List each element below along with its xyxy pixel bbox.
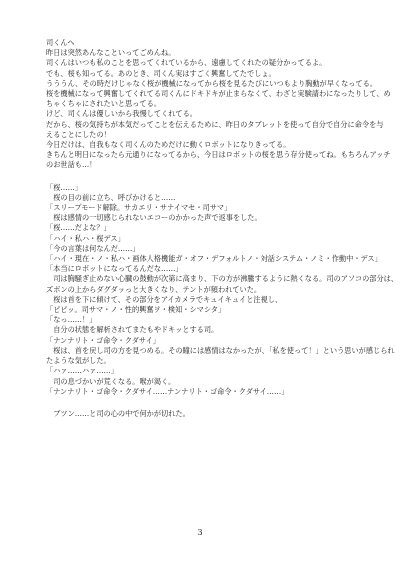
letter-line: のお世話も…！ bbox=[46, 160, 97, 170]
page-number: 3 bbox=[197, 528, 203, 537]
closing-line: ブツン……と司の心の中で何かが切れた。 bbox=[46, 408, 190, 418]
story-line: 自分の状態を解析されてまたもやドキッとする司。 bbox=[46, 325, 219, 335]
story-line: 「ハァ……ハァ……」 bbox=[46, 366, 118, 376]
story-line: 「今の言葉は何なんだ……」 bbox=[46, 243, 140, 253]
letter-line: 桜を機械になって興奮してくれてる司くんにドキドキが止まらなくて、わざと実験請わになったりして、め bbox=[46, 89, 391, 99]
story-line: 「ナンナリト・ゴ命令・クダサイ……ナンナリト・ゴ命令・クダサイ……」 bbox=[46, 386, 289, 396]
letter-line: 今日だけは、自我もなく司くんのためだけに動くロボットになりきってる。 bbox=[46, 140, 291, 150]
letter-line: えることにしたの！ bbox=[46, 129, 111, 139]
story-line: 「ハイ・私ハ・桜デス」 bbox=[46, 233, 125, 243]
letter-line: 昨日は突然あんなこといってごめんね。 bbox=[46, 48, 176, 58]
story-line: 「桜……だよな？」 bbox=[46, 223, 111, 233]
letter-block bbox=[46, 38, 391, 171]
story-line: 「なっ……！」 bbox=[46, 315, 97, 325]
story-line: 「ナンナリト・ゴ命令・クダサイ」 bbox=[46, 335, 160, 345]
letter-line: うううん、その時だけじゃなく桜が機械になってから桜を見るたびにいつもより胸動が早くなってる。 bbox=[46, 78, 378, 88]
section-gap bbox=[46, 397, 354, 409]
story-line: 桜は、首を戻し司の方を見つめる。その瞳には感情はなかったが、「私を使って！」という思いが感じられ bbox=[46, 345, 395, 355]
story-line: 桜は首を下に傾けて、その部分をアイカメラでキュイキュイと注視し、 bbox=[46, 294, 283, 304]
story-line: 「桜……」 bbox=[46, 182, 82, 192]
letter-line: ちゃくちゃにされたいと思ってる。 bbox=[46, 99, 162, 109]
story-line: たような気がした。 bbox=[46, 356, 111, 366]
letter-line: 司くんはいつも私のことを思ってくれているから、遠慮してくれたの疑分かってるよ。 bbox=[46, 58, 327, 68]
story-line: 「ハイ・現在・ノ・私ハ・画体人格機能ガ・オフ・デフォルトノ・対話システム・ノミ・作動中・デス」 bbox=[46, 254, 382, 264]
letter-line: けど、司くんは優しいから我慢してくれてる。 bbox=[46, 109, 197, 119]
story-line: 「ピピッ。司サマ・ノ・性的興奮ヲ・検知・シマシタ」 bbox=[46, 305, 226, 315]
letter-line: 司くんへ bbox=[46, 38, 75, 47]
story-block bbox=[46, 182, 399, 397]
letter-line: きちんと明日になったら元通りになってるから、今日はロボットの桜を思う存分使ってね。もちろんアッチ bbox=[46, 150, 391, 160]
story-line: 「スリープモード解除。サカエリ・サナイマセ・司サマ」 bbox=[46, 203, 232, 213]
letter-line: だから、桜の気持ちが本気だってことを伝えるために、昨日のタブレットを使って自分で自分に命令を与 bbox=[46, 119, 384, 129]
story-line: 桜は感情の一切感じられないエコーのかかった声で返事をした。 bbox=[46, 213, 262, 223]
story-line: 「本当にロボットになってるんだな……」 bbox=[46, 264, 183, 274]
story-line: 司の息づかいが荒くなる。喉が渇く。 bbox=[46, 376, 176, 386]
story-line: 桜の目の前に立ち、呼びかけると…… bbox=[46, 192, 176, 202]
letter-line: でも、桜も知ってる。あのとき、司くん実はすごく興奮してたでしょ。 bbox=[46, 68, 276, 78]
story-line: ズボンの上からダグダッっと大きくなり、テントが頻われていた。 bbox=[46, 284, 262, 294]
section-gap bbox=[46, 171, 354, 183]
story-line: 司は胸騒ぎ止めない心臓の鼓動が次第に高まり、下の方が沸騰するように熱くなる。司のアソコの部分は、 bbox=[46, 274, 399, 284]
